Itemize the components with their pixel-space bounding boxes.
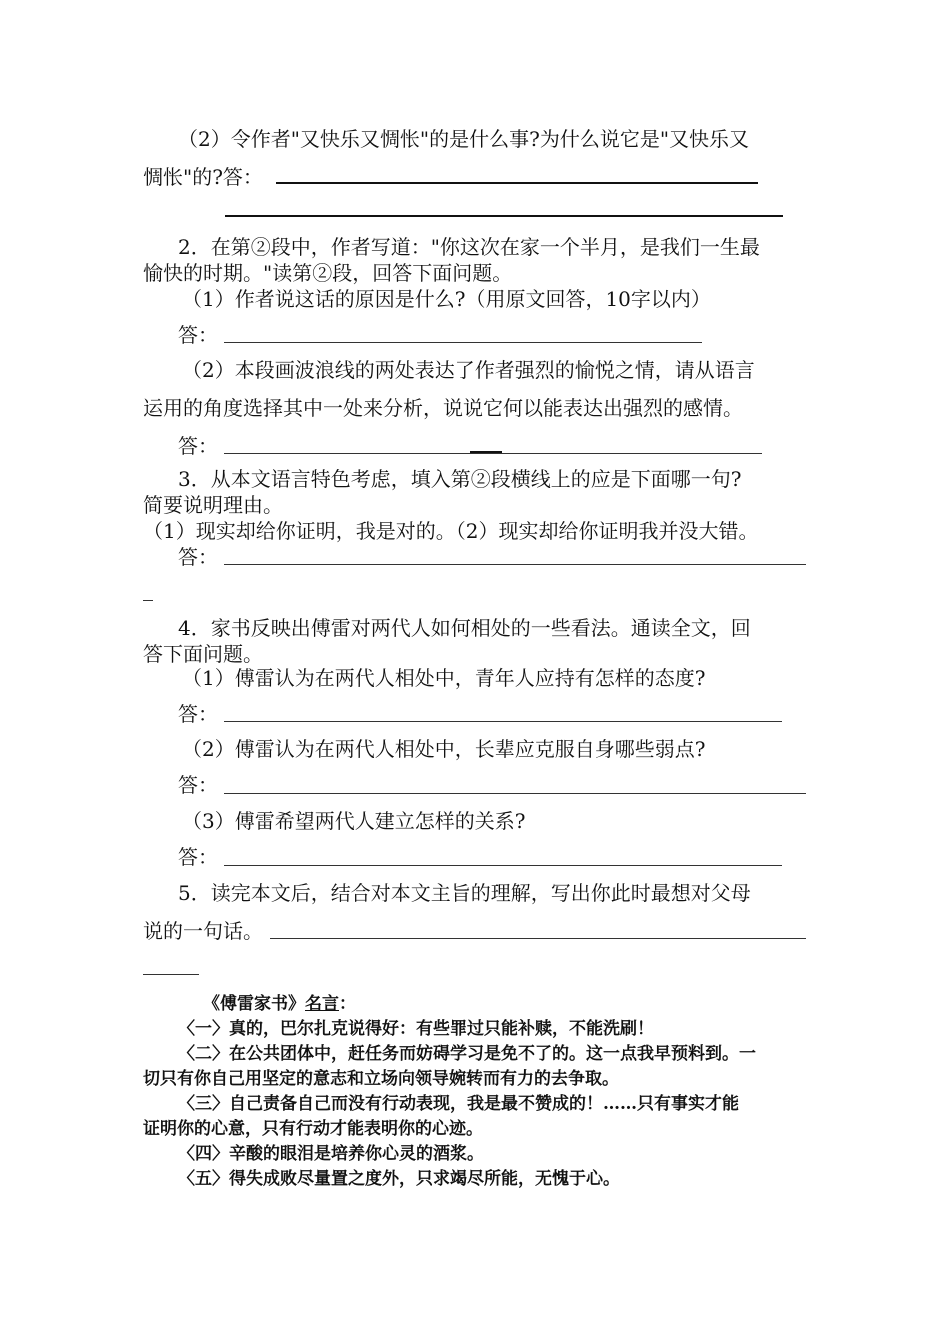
q1-sub2-line1: （2）令作者"又快乐又惆怅"的是什么事?为什么说它是"又快乐又 <box>178 127 750 151</box>
q1-sub2-line2: 惆怅"的?答： <box>143 165 263 189</box>
q5-answer-line-tail[interactable] <box>143 974 199 975</box>
q2-answer-label-1: 答： <box>178 323 218 347</box>
q2-answer-line-2[interactable] <box>224 453 762 454</box>
q4-sub2: （2）傅雷认为在两代人相处中，长辈应克服自身哪些弱点? <box>182 737 706 761</box>
q4-sub3: （3）傅雷希望两代人建立怎样的关系? <box>182 809 526 833</box>
q3-line1: 3．从本文语言特色考虑，填入第②段横线上的应是下面哪一句? <box>178 467 742 491</box>
q4-sub1: （1）傅雷认为在两代人相处中，青年人应持有怎样的态度? <box>182 666 706 690</box>
q4-answer-line-3[interactable] <box>224 865 782 866</box>
q1-answer-line-2[interactable] <box>225 215 783 217</box>
quote-3-line2: 证明你的心意，只有行动才能表明你的心迹。 <box>143 1119 483 1139</box>
quote-2-line2: 切只有你自己用坚定的意志和立场向领导婉转而有力的去争取。 <box>143 1069 619 1089</box>
q3-line2: 简要说明理由。 <box>143 493 283 517</box>
quote-1: 〈一〉真的，巴尔扎克说得好：有些罪过只能补赎，不能洗刷！ <box>178 1019 654 1039</box>
q4-answer-line-2[interactable] <box>224 793 806 794</box>
q2-line2: 愉快的时期。"读第②段，回答下面问题。 <box>143 261 513 285</box>
q2-line1: 2．在第②段中，作者写道："你这次在家一个半月，是我们一生最 <box>178 235 760 259</box>
q2-answer-line-1[interactable] <box>224 342 702 343</box>
q4-answer-label-3: 答： <box>178 845 218 869</box>
quote-2-line1: 〈二〉在公共团体中，赶任务而妨碍学习是免不了的。这一点我早预料到。一 <box>178 1044 756 1064</box>
q4-answer-label-2: 答： <box>178 773 218 797</box>
q2-sub1: （1）作者说这话的原因是什么?（用原文回答，10字以内） <box>182 287 711 311</box>
q4-line2: 答下面问题。 <box>143 642 263 666</box>
quotes-title-word: 名言 <box>305 994 339 1014</box>
quotes-title-book: 《傅雷家书》 <box>203 994 305 1014</box>
q2-answer-line-2-mark <box>470 451 502 453</box>
q3-options: （1）现实却给你证明，我是对的。（2）现实却给你证明我并没大错。 <box>143 519 759 543</box>
q3-answer-line[interactable] <box>224 564 806 565</box>
q4-answer-label-1: 答： <box>178 702 218 726</box>
q2-answer-label-2: 答： <box>178 434 218 458</box>
q5-answer-line[interactable] <box>270 938 806 939</box>
quote-3-line1: 〈三〉自己责备自己而没有行动表现，我是最不赞成的！……只有事实才能 <box>178 1094 739 1114</box>
q3-answer-line-tail[interactable] <box>143 600 153 601</box>
q5-line1: 5．读完本文后，结合对本文主旨的理解，写出你此时最想对父母 <box>178 881 751 905</box>
q1-answer-line-1[interactable] <box>276 182 758 184</box>
q3-answer-label: 答： <box>178 545 218 569</box>
quotes-title-colon: ： <box>339 994 356 1014</box>
quote-4: 〈四〉辛酸的眼泪是培养你心灵的酒浆。 <box>178 1144 484 1164</box>
quotes-title <box>203 992 356 1016</box>
quote-5: 〈五〉得失成败尽量置之度外，只求竭尽所能，无愧于心。 <box>178 1169 620 1189</box>
q2-sub2-line1: （2）本段画波浪线的两处表达了作者强烈的愉悦之情，请从语言 <box>182 358 755 382</box>
q4-line1: 4．家书反映出傅雷对两代人如何相处的一些看法。通读全文，回 <box>178 616 751 640</box>
q5-line2: 说的一句话。 <box>143 919 263 943</box>
q2-sub2-line2: 运用的角度选择其中一处来分析，说说它何以能表达出强烈的感情。 <box>143 396 743 420</box>
q4-answer-line-1[interactable] <box>224 721 782 722</box>
